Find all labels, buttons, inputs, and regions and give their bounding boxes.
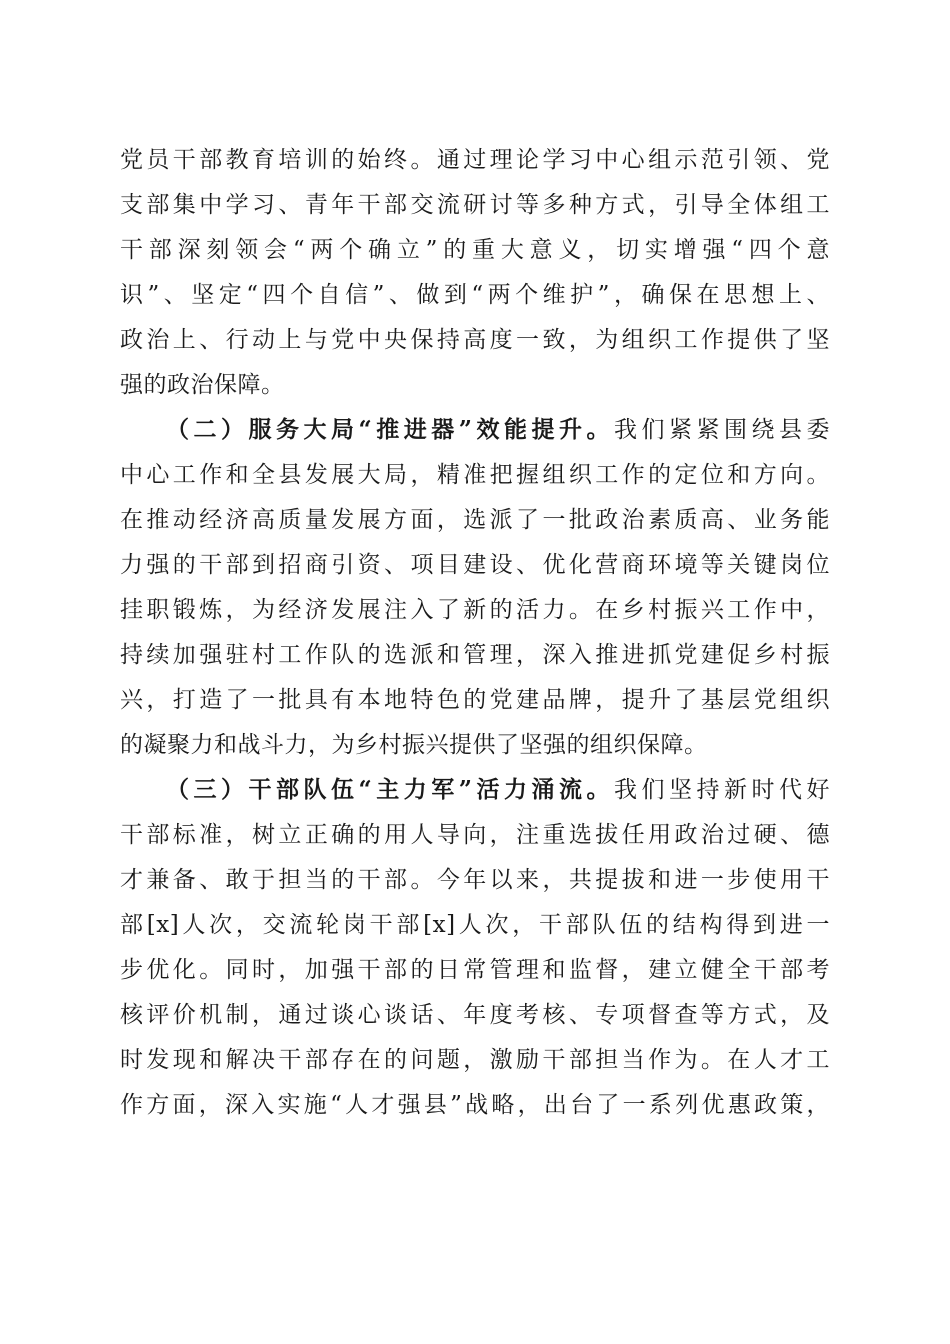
paragraph-1-line-1: 党员干部教育培训的始终。通过理论学习中心组示范引领、党 (120, 147, 830, 173)
paragraph-1-line-3: 干部深刻领会“两个确立”的重大意义，切实增强“四个意 (120, 237, 830, 263)
paragraph-2-heading: （二）服务大局“推进器”效能提升。 (166, 416, 614, 443)
paragraph-2-line-3: 在推动经济高质量发展方面，选派了一批政治素质高、业务能 (120, 507, 830, 533)
paragraph-3-first-line-text: 我们坚持新时代好 (613, 777, 830, 803)
paragraph-3-line-5: 步优化。同时，加强干部的日常管理和监督，建立健全干部考 (120, 957, 830, 983)
paragraph-2-first-line (166, 410, 830, 450)
paragraph-2-first-line-text: 我们紧紧围绕县委 (613, 417, 830, 443)
paragraph-2-line-5: 挂职锻炼，为经济发展注入了新的活力。在乡村振兴工作中， (120, 597, 830, 623)
paragraph-3-line-6: 核评价机制，通过谈心谈话、年度考核、专项督查等方式，及 (120, 1002, 830, 1028)
paragraph-1-line-4: 识”、坚定“四个自信”、做到“两个维护”，确保在思想上、 (120, 282, 830, 308)
paragraph-3-heading: （三）干部队伍“主力军”活力涌流。 (166, 776, 614, 803)
paragraph-1-line-2: 支部集中学习、青年干部交流研讨等多种方式，引导全体组工 (120, 192, 830, 218)
paragraph-3-first-line (166, 770, 830, 810)
paragraph-2-line-8: 的凝聚力和战斗力，为乡村振兴提供了坚强的组织保障。 (120, 732, 708, 758)
paragraph-2-line-6: 持续加强驻村工作队的选派和管理，深入推进抓党建促乡村振 (120, 642, 830, 668)
paragraph-3-line-7: 时发现和解决干部存在的问题，激励干部担当作为。在人才工 (120, 1047, 830, 1073)
paragraph-2-line-2: 中心工作和全县发展大局，精准把握组织工作的定位和方向。 (120, 462, 830, 488)
paragraph-1-line-6: 强的政治保障。 (120, 372, 285, 398)
paragraph-3-line-8: 作方面，深入实施“人才强县”战略，出台了一系列优惠政策， (120, 1092, 830, 1118)
paragraph-2-line-7: 兴，打造了一批具有本地特色的党建品牌，提升了基层党组织 (120, 687, 830, 713)
paragraph-3-line-3: 才兼备、敢于担当的干部。今年以来，共提拔和进一步使用干 (120, 867, 830, 893)
paragraph-3-line-4: 部[x]人次，交流轮岗干部[x]人次，干部队伍的结构得到进一 (120, 912, 830, 938)
paragraph-1-line-5: 政治上、行动上与党中央保持高度一致，为组织工作提供了坚 (120, 327, 830, 353)
paragraph-3-line-2: 干部标准，树立正确的用人导向，注重选拔任用政治过硬、德 (120, 822, 830, 848)
paragraph-2-line-4: 力强的干部到招商引资、项目建设、优化营商环境等关键岗位 (120, 552, 830, 578)
